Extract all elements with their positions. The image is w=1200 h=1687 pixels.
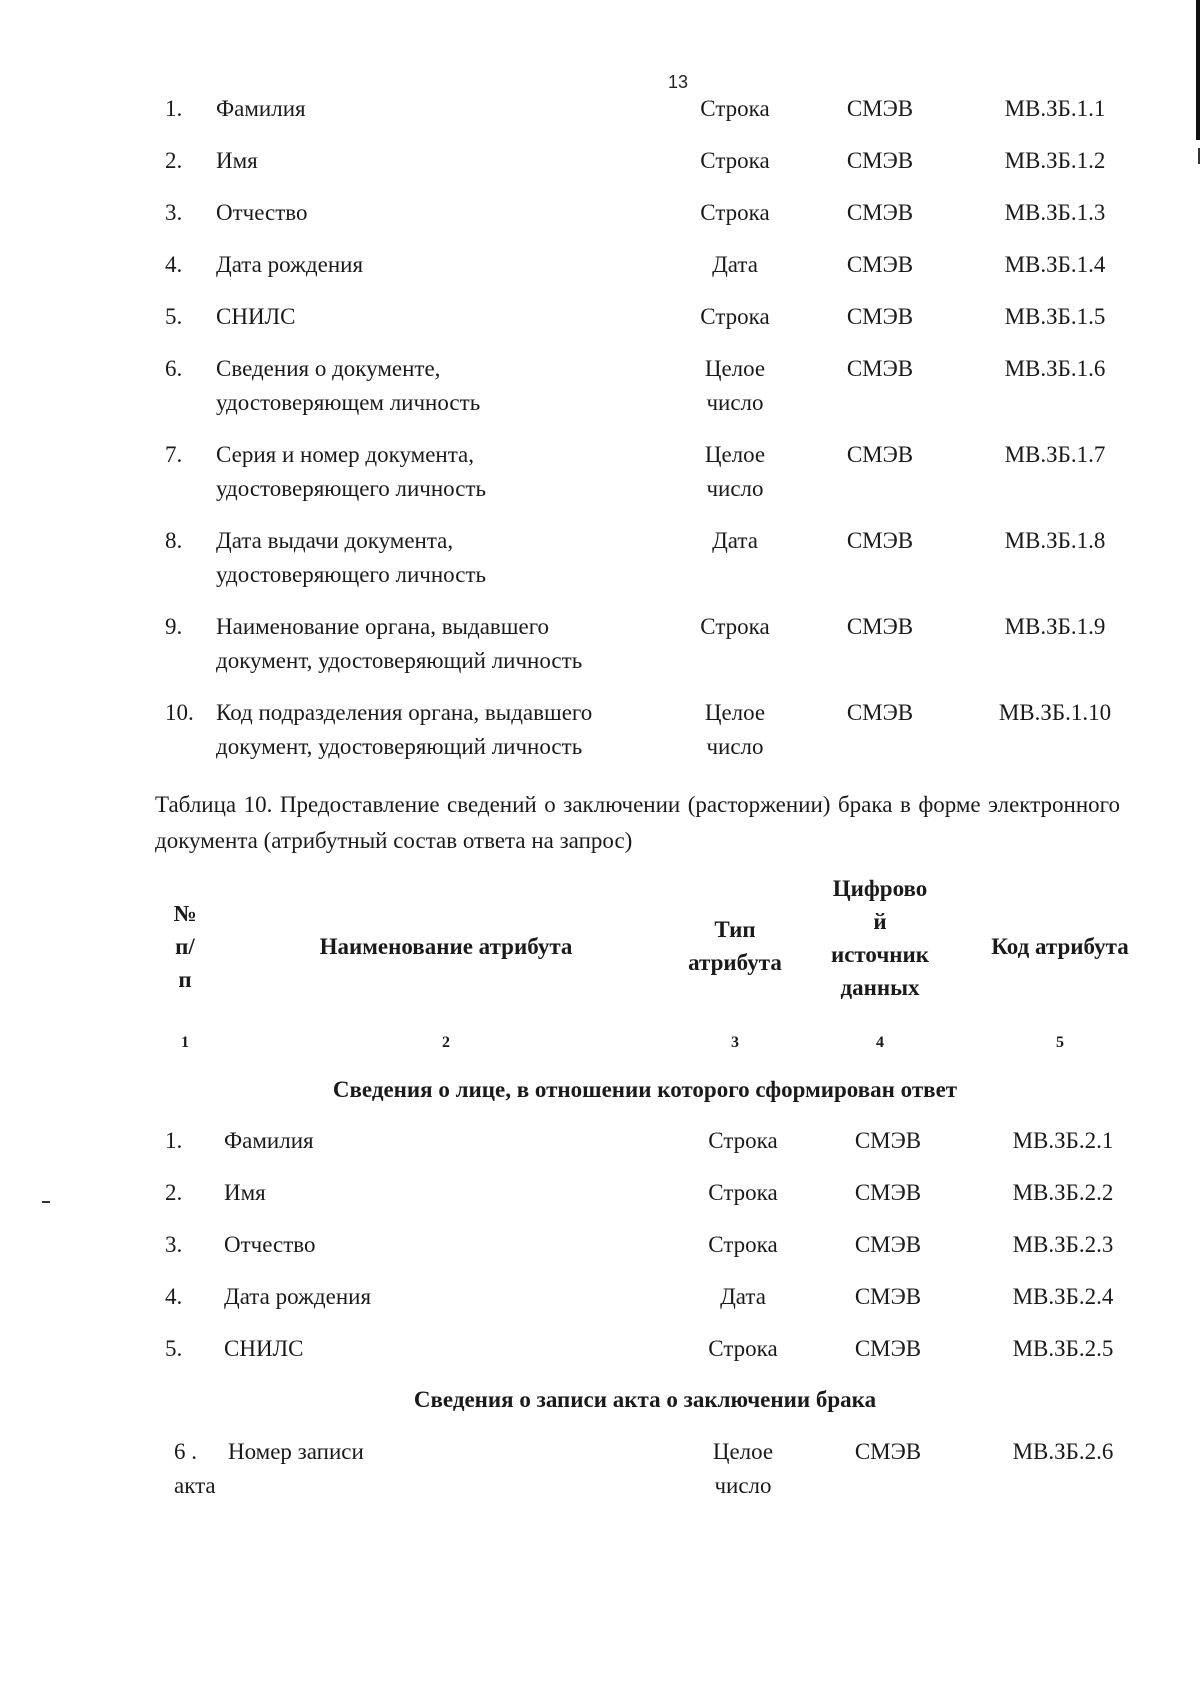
attribute-name-line: удостоверяющего личность [216, 562, 486, 587]
attribute-name: СНИЛС [224, 1336, 304, 1361]
attribute-name: Дата рождения [224, 1284, 372, 1309]
header-source-line: Цифрово [832, 876, 928, 901]
attribute-type-line: число [706, 476, 764, 501]
attribute-code: МВ.ЗБ.2.6 [1012, 1439, 1114, 1464]
header-number-line: п [178, 967, 192, 992]
header-source-line: й [873, 909, 887, 934]
header-number-line: № [173, 901, 197, 926]
scan-artifact [42, 1201, 50, 1203]
attribute-code: МВ.ЗБ.2.4 [1012, 1284, 1114, 1309]
attribute-code: МВ.ЗБ.2.3 [1012, 1232, 1114, 1257]
header-data-source [818, 872, 942, 1004]
header-attribute-code: Код атрибута [991, 934, 1129, 959]
attribute-type-line: число [714, 1473, 772, 1498]
header-type-line: атрибута [688, 950, 782, 975]
data-source: СМЭВ [846, 614, 914, 639]
attribute-name: Дата рождения [216, 252, 364, 277]
data-source: СМЭВ [846, 96, 914, 121]
attribute-code: МВ.ЗБ.1.4 [1004, 252, 1106, 277]
attribute-type: Дата [712, 528, 758, 553]
attribute-name: Имя [224, 1180, 266, 1205]
attribute-type: Строка [700, 200, 770, 225]
row-number: 7. [165, 442, 183, 467]
attribute-name: Фамилия [216, 96, 306, 121]
attribute-name-line: Серия и номер документа, [216, 442, 475, 467]
attribute-type-line: Целое [704, 442, 766, 467]
attribute-name-line: Дата выдачи документа, [216, 528, 454, 553]
attribute-type: Строка [708, 1128, 778, 1153]
attribute-name [216, 610, 676, 678]
data-source: СМЭВ [846, 442, 914, 467]
row-number: 8. [165, 528, 183, 553]
attribute-type [680, 352, 790, 420]
row-number: 3. [165, 1232, 183, 1257]
attribute-name: Номер записи [228, 1439, 364, 1464]
attribute-name-line: удостоверяющем личность [216, 390, 481, 415]
header-number [160, 897, 210, 996]
attribute-code: МВ.ЗБ.2.2 [1012, 1180, 1114, 1205]
attribute-name: СНИЛС [216, 304, 296, 329]
row-number: 1. [165, 96, 183, 121]
row-number: 2. [165, 148, 183, 173]
row-number: 5. [165, 1336, 183, 1361]
attribute-code: МВ.ЗБ.1.3 [1004, 200, 1106, 225]
data-source: СМЭВ [846, 528, 914, 553]
column-number: 3 [731, 1034, 739, 1051]
header-attribute-name: Наименование атрибута [319, 934, 573, 959]
attribute-code: МВ.ЗБ.1.6 [1004, 356, 1106, 381]
attribute-code: МВ.ЗБ.1.2 [1004, 148, 1106, 173]
data-source: СМЭВ [846, 700, 914, 725]
scan-edge-mark [1196, 0, 1200, 140]
row-number: 9. [165, 614, 183, 639]
attribute-name-line: акта [174, 1473, 216, 1498]
attribute-code: МВ.ЗБ.1.7 [1004, 442, 1106, 467]
attribute-name [216, 696, 676, 764]
attribute-name [216, 524, 676, 592]
attribute-type: Строка [708, 1232, 778, 1257]
attribute-name [216, 438, 676, 506]
attribute-type-line: число [706, 390, 764, 415]
attribute-type-line: Целое [704, 700, 766, 725]
row-number: 1. [165, 1128, 183, 1153]
attribute-code: МВ.ЗБ.1.10 [998, 700, 1112, 725]
attribute-type-line: Целое [704, 356, 766, 381]
row-number: 2. [165, 1180, 183, 1205]
attribute-code: МВ.ЗБ.1.1 [1004, 96, 1106, 121]
attribute-code: МВ.ЗБ.2.5 [1012, 1336, 1114, 1361]
section-heading-person: Сведения о лице, в отношении которого сформирован ответ [332, 1077, 958, 1102]
data-source: СМЭВ [854, 1128, 922, 1153]
row-number: 4. [165, 1284, 183, 1309]
attribute-code: МВ.ЗБ.1.9 [1004, 614, 1106, 639]
attribute-name-line: Наименование органа, выдавшего [216, 614, 550, 639]
attribute-name: Имя [216, 148, 258, 173]
attribute-type: Строка [700, 614, 770, 639]
data-source: СМЭВ [854, 1284, 922, 1309]
data-source: СМЭВ [846, 200, 914, 225]
attribute-name: Отчество [216, 200, 308, 225]
attribute-name-line: удостоверяющего личность [216, 476, 486, 501]
attribute-type [688, 1435, 798, 1503]
header-source-line: источник [830, 942, 930, 967]
column-number: 1 [181, 1034, 189, 1051]
attribute-type: Дата [720, 1284, 766, 1309]
attribute-type [680, 438, 790, 506]
row-number: 3. [165, 200, 183, 225]
table-caption: Таблица 10. Предоставление сведений о заключении (расторжении) брака в форме электронного документа (атрибутный состав ответа на запрос) [155, 792, 1120, 853]
attribute-name-line: документ, удостоверяющий личность [216, 648, 583, 673]
attribute-name [216, 352, 676, 420]
column-number: 4 [876, 1034, 884, 1051]
attribute-type-line: число [706, 734, 764, 759]
row-number: 5. [165, 304, 183, 329]
data-source: СМЭВ [854, 1180, 922, 1205]
data-source: СМЭВ [854, 1439, 922, 1464]
header-attribute-type [672, 913, 798, 979]
page-number: 13 [668, 72, 689, 92]
row-number: 6. [165, 356, 183, 381]
header-number-line: п/ [175, 934, 195, 959]
column-number: 5 [1056, 1034, 1064, 1051]
data-source: СМЭВ [846, 304, 914, 329]
attribute-type: Строка [700, 304, 770, 329]
attribute-name: Отчество [224, 1232, 316, 1257]
attribute-type-line: Целое [712, 1439, 774, 1464]
header-type-line: Тип [714, 917, 756, 942]
attribute-name-line: Сведения о документе, [216, 356, 441, 381]
attribute-type: Дата [712, 252, 758, 277]
attribute-name-line: документ, удостоверяющий личность [216, 734, 583, 759]
attribute-code: МВ.ЗБ.1.5 [1004, 304, 1106, 329]
column-number: 2 [442, 1034, 450, 1051]
attribute-type: Строка [700, 96, 770, 121]
row-number: 6 . [174, 1439, 197, 1464]
attribute-type: Строка [700, 148, 770, 173]
attribute-name: Фамилия [224, 1128, 314, 1153]
data-source: СМЭВ [846, 356, 914, 381]
attribute-name-line: Код подразделения органа, выдавшего [216, 700, 593, 725]
data-source: СМЭВ [846, 252, 914, 277]
attribute-type: Строка [708, 1336, 778, 1361]
data-source: СМЭВ [854, 1336, 922, 1361]
attribute-code: МВ.ЗБ.2.1 [1012, 1128, 1114, 1153]
header-source-line: данных [840, 975, 920, 1000]
row-number: 4. [165, 252, 183, 277]
section-heading-act: Сведения о записи акта о заключении брака [413, 1387, 877, 1412]
data-source: СМЭВ [846, 148, 914, 173]
attribute-type: Строка [708, 1180, 778, 1205]
attribute-type [680, 696, 790, 764]
row-number: 10. [165, 700, 194, 725]
attribute-code: МВ.ЗБ.1.8 [1004, 528, 1106, 553]
data-source: СМЭВ [854, 1232, 922, 1257]
